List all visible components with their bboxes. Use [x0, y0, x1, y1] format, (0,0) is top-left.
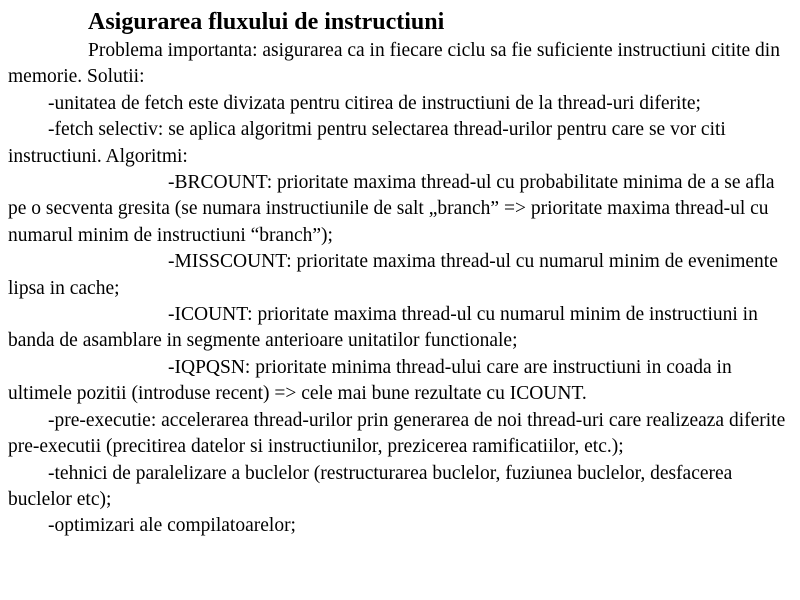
- paragraph-pre-execution: -pre-executie: accelerarea thread-urilor prin generarea de noi thread-uri care realizeaza diferite pre-executii (precitirea datelor si instructiunilor, prezicerea ramificatiilor, etc.);: [8, 409, 786, 458]
- paragraph-brcount: -BRCOUNT: prioritate maxima thread-ul cu probabilitate minima de a se afla pe o secventa gresita (se numara instructiunile de salt „branch” => prioritate maxima thread-ul cu numarul minim de instructiuni “branch”);: [8, 172, 775, 246]
- paragraph-selective-fetch: -fetch selectiv: se aplica algoritmi pentru selectarea thread-urilor pentru care se vor citi instructiuni. Algoritmi:: [8, 119, 726, 167]
- paragraph-loop-parallelization: -tehnici de paralelizare a buclelor (restructurarea buclelor, fuziunea buclelor, desfacerea buclelor etc);: [8, 462, 733, 510]
- document-title: Asigurarea fluxului de instructiuni: [88, 9, 445, 35]
- paragraph-misscount: -MISSCOUNT: prioritate maxima thread-ul cu numarul minim de evenimente lipsa in cache;: [8, 251, 778, 299]
- paragraph-iqpqsn: -IQPQSN: prioritate minima thread-ului care are instructiuni in coada in ultimele pozitii (introduse recent) => cele mai bune rezultate cu ICOUNT.: [8, 356, 732, 405]
- paragraph-intro: Problema importanta: asigurarea ca in fiecare ciclu sa fie suficiente instructiuni citite din memorie. Solutii:: [8, 40, 780, 88]
- document-page: [8, 6, 792, 540]
- paragraph-fetch-split: -unitatea de fetch este divizata pentru citirea de instructiuni de la thread-uri diferite;: [48, 92, 701, 114]
- paragraph-icount: -ICOUNT: prioritate maxima thread-ul cu numarul minim de instructiuni in banda de asamblare in segmente anterioare unitatilor functionale;: [8, 304, 758, 352]
- paragraph-compiler-optimizations: -optimizari ale compilatoarelor;: [48, 515, 296, 537]
